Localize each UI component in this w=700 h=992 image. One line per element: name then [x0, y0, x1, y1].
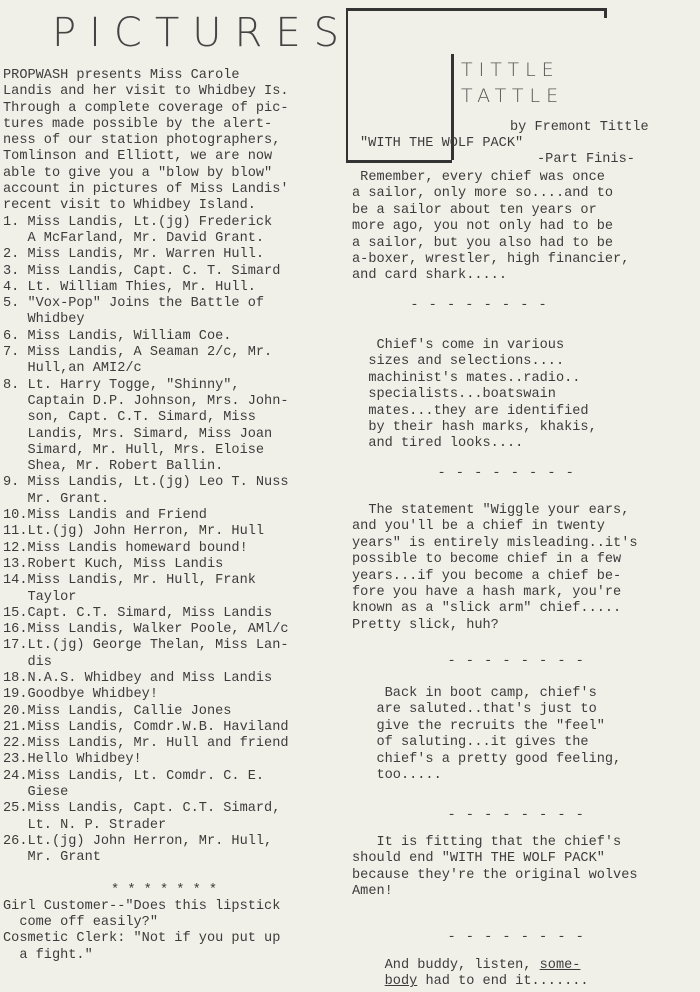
paragraph-line: and tired looks....: [352, 436, 524, 452]
caption-line: Taylor: [3, 589, 77, 605]
paragraph-statement: [352, 503, 638, 634]
caption-line: 19.Goodbye Whidbey!: [3, 687, 158, 703]
paragraph-line: be a sailor about ten years or: [352, 202, 597, 218]
caption-line: 24.Miss Landis, Lt. Comdr. C. E.: [3, 768, 265, 784]
caption-line: Landis, Mrs. Simard, Miss Joan: [3, 426, 273, 442]
caption-line: 13.Robert Kuch, Miss Landis: [3, 556, 224, 572]
closing-underlined-some: some-: [539, 958, 581, 973]
pictures-column: [3, 68, 349, 964]
caption-line: 22.Miss Landis, Mr. Hull and friend: [3, 736, 289, 752]
intro-line: recent visit to Whidbey Island.: [3, 198, 256, 214]
caption-line: 3. Miss Landis, Capt. C. T. Simard: [3, 263, 281, 279]
joke-line: a fight.": [3, 947, 93, 963]
paragraph-line: sizes and selections....: [352, 354, 565, 370]
closing-prefix: And buddy, listen,: [352, 958, 540, 973]
masthead-frame-right: [604, 8, 607, 18]
paragraph-line: a-boxer, wrestler, high financier,: [352, 252, 630, 268]
intro-line: tures made possible by the alert-: [3, 116, 273, 132]
caption-line: 15.Capt. C.T. Simard, Miss Landis: [3, 605, 273, 621]
paragraph-line: It is fitting that the chief's: [352, 835, 622, 850]
caption-line: 18.N.A.S. Whidbey and Miss Landis: [3, 670, 273, 686]
paragraph-line: a sailor, only more so....and to: [352, 186, 614, 202]
caption-line: 11.Lt.(jg) John Herron, Mr. Hull: [3, 524, 265, 540]
paragraph-line: machinist's mates..radio..: [352, 370, 581, 386]
column-title-tattle: TATTLE: [461, 85, 565, 107]
masthead-frame-top: [346, 8, 606, 11]
caption-line: 26.Lt.(jg) John Herron, Mr. Hull,: [3, 833, 273, 849]
caption-line: 10.Miss Landis and Friend: [3, 508, 207, 524]
page-title: PICTURES: [52, 10, 353, 56]
paragraph-line: by their hash marks, khakis,: [352, 420, 597, 436]
closing-indent: [352, 974, 385, 989]
caption-line: 16.Miss Landis, Walker Poole, AMl/c: [3, 622, 289, 638]
caption-line: 8. Lt. Harry Togge, "Shinny",: [3, 377, 240, 393]
dash-divider: - - - - - - - -: [420, 930, 585, 945]
joke-paragraph: [3, 899, 349, 964]
caption-line: 20.Miss Landis, Callie Jones: [3, 703, 232, 719]
column-title-tittle: TITTLE: [461, 59, 560, 81]
closing-underlined-body: body: [384, 974, 418, 990]
caption-line: 21.Miss Landis, Comdr.W.B. Haviland: [3, 719, 289, 735]
caption-line: Simard, Mr. Hull, Mrs. Eloise: [3, 442, 265, 458]
caption-line: Mr. Grant: [3, 850, 101, 866]
byline: by Fremont Tittle: [510, 120, 649, 135]
paragraph-line: more ago, you not only had to be: [352, 219, 614, 235]
caption-line: 25.Miss Landis, Capt. C.T. Simard,: [3, 801, 281, 817]
caption-line: 4. Lt. William Thies, Mr. Hull.: [3, 279, 256, 295]
intro-paragraph: [3, 68, 349, 215]
caption-line: 9. Miss Landis, Lt.(jg) Leo T. Nuss: [3, 475, 289, 491]
dash-divider: - - - - - - - -: [420, 808, 585, 823]
closing-line-1: [352, 958, 589, 974]
caption-line: 12.Miss Landis homeward bound!: [3, 540, 248, 556]
paragraph-line: The statement "Wiggle your ears,: [352, 503, 630, 518]
caption-line: Giese: [3, 785, 69, 801]
star-separator: * * * * * * *: [111, 882, 218, 898]
paragraph-line: fore you have a hash mark, you're: [352, 585, 622, 601]
caption-list: [3, 215, 349, 867]
dash-divider: - - - - - - - -: [410, 466, 575, 481]
paragraph-line: of saluting...it gives the: [352, 735, 589, 751]
paragraph-line: mates...they are identified: [352, 403, 589, 419]
caption-line: Hull,an AMI2/c: [3, 361, 142, 377]
caption-line: Mr. Grant.: [3, 491, 110, 507]
paragraph-line: and card shark.....: [352, 268, 507, 284]
paragraph-remember: [352, 170, 629, 285]
caption-line: son, Capt. C.T. Simard, Miss: [3, 410, 256, 426]
masthead-frame-bottom: [346, 160, 452, 163]
paragraph-line: Chief's come in various: [352, 338, 565, 353]
paragraph-line: Back in boot camp, chief's: [352, 686, 597, 701]
caption-line: 6. Miss Landis, William Coe.: [3, 328, 232, 344]
column-subtitle: "WITH THE WOLF PACK": [360, 136, 524, 151]
paragraph-boot-camp: [352, 686, 621, 784]
caption-line: 2. Miss Landis, Mr. Warren Hull.: [3, 247, 265, 263]
caption-line: A McFarland, Mr. David Grant.: [3, 230, 265, 246]
paragraph-line: Remember, every chief was once: [352, 170, 605, 185]
caption-line: Captain D.P. Johnson, Mrs. John-: [3, 393, 289, 409]
paragraph-closing: [352, 958, 589, 991]
paragraph-line: years...if you become a chief be-: [352, 568, 622, 584]
caption-line: Lt. N. P. Strader: [3, 817, 167, 833]
paragraph-line: and you'll be a chief in twenty: [352, 519, 605, 535]
dash-divider: - - - - - - - -: [392, 298, 548, 313]
paragraph-line: chief's a pretty good feeling,: [352, 751, 622, 767]
closing-suffix: had to end it.......: [417, 974, 589, 990]
caption-line: dis: [3, 654, 52, 670]
paragraph-line: a sailor, but you also had to be: [352, 235, 614, 251]
caption-line: 14.Miss Landis, Mr. Hull, Frank: [3, 573, 256, 589]
paragraph-line: specialists...boatswain: [352, 387, 556, 403]
intro-line: Landis and her visit to Whidbey Is.: [3, 84, 289, 100]
intro-line: Through a complete coverage of pic-: [3, 100, 289, 116]
paragraph-line: give the recruits the "feel": [352, 718, 605, 734]
dash-divider: - - - - - - - -: [420, 654, 585, 669]
paragraph-line: years" is entirely misleading..it's: [352, 535, 638, 551]
intro-line: PROPWASH presents Miss Carole: [3, 68, 240, 83]
joke-line: come off easily?": [3, 915, 158, 931]
paragraph-fitting: [352, 835, 638, 901]
caption-line: 7. Miss Landis, A Seaman 2/c, Mr.: [3, 345, 273, 361]
intro-line: ness of our station photographers,: [3, 133, 281, 149]
intro-line: Tomlinson and Elliott, we are now: [3, 149, 273, 165]
paragraph-line: Pretty slick, huh?: [352, 617, 499, 633]
paragraph-line: too.....: [352, 768, 442, 784]
paragraph-line: possible to become chief in a few: [352, 552, 622, 568]
paragraph-chiefs-come: [352, 338, 597, 453]
caption-line: 1. Miss Landis, Lt.(jg) Frederick: [3, 214, 273, 230]
intro-line: able to give you a "blow by blow": [3, 165, 273, 181]
paragraph-line: are saluted..that's just to: [352, 702, 597, 718]
joke-line: Cosmetic Clerk: "Not if you put up: [3, 931, 281, 947]
caption-line: Whidbey: [3, 312, 85, 328]
caption-line: Shea, Mr. Robert Ballin.: [3, 459, 224, 475]
paragraph-line: should end "WITH THE WOLF PACK": [352, 851, 605, 867]
intro-line: account in pictures of Miss Landis': [3, 182, 289, 198]
paragraph-line: known as a "slick arm" chief.....: [352, 601, 622, 617]
caption-line: 5. "Vox-Pop" Joins the Battle of: [3, 296, 265, 312]
paragraph-line: Amen!: [352, 884, 393, 900]
caption-line: 17.Lt.(jg) George Thelan, Miss Lan-: [3, 638, 289, 654]
paragraph-line: because they're the original wolves: [352, 867, 638, 883]
column-part: -Part Finis-: [537, 152, 635, 167]
closing-line-2: [352, 974, 589, 990]
joke-line: Girl Customer--"Does this lipstick: [3, 898, 281, 914]
caption-line: 23.Hello Whidbey!: [3, 752, 142, 768]
